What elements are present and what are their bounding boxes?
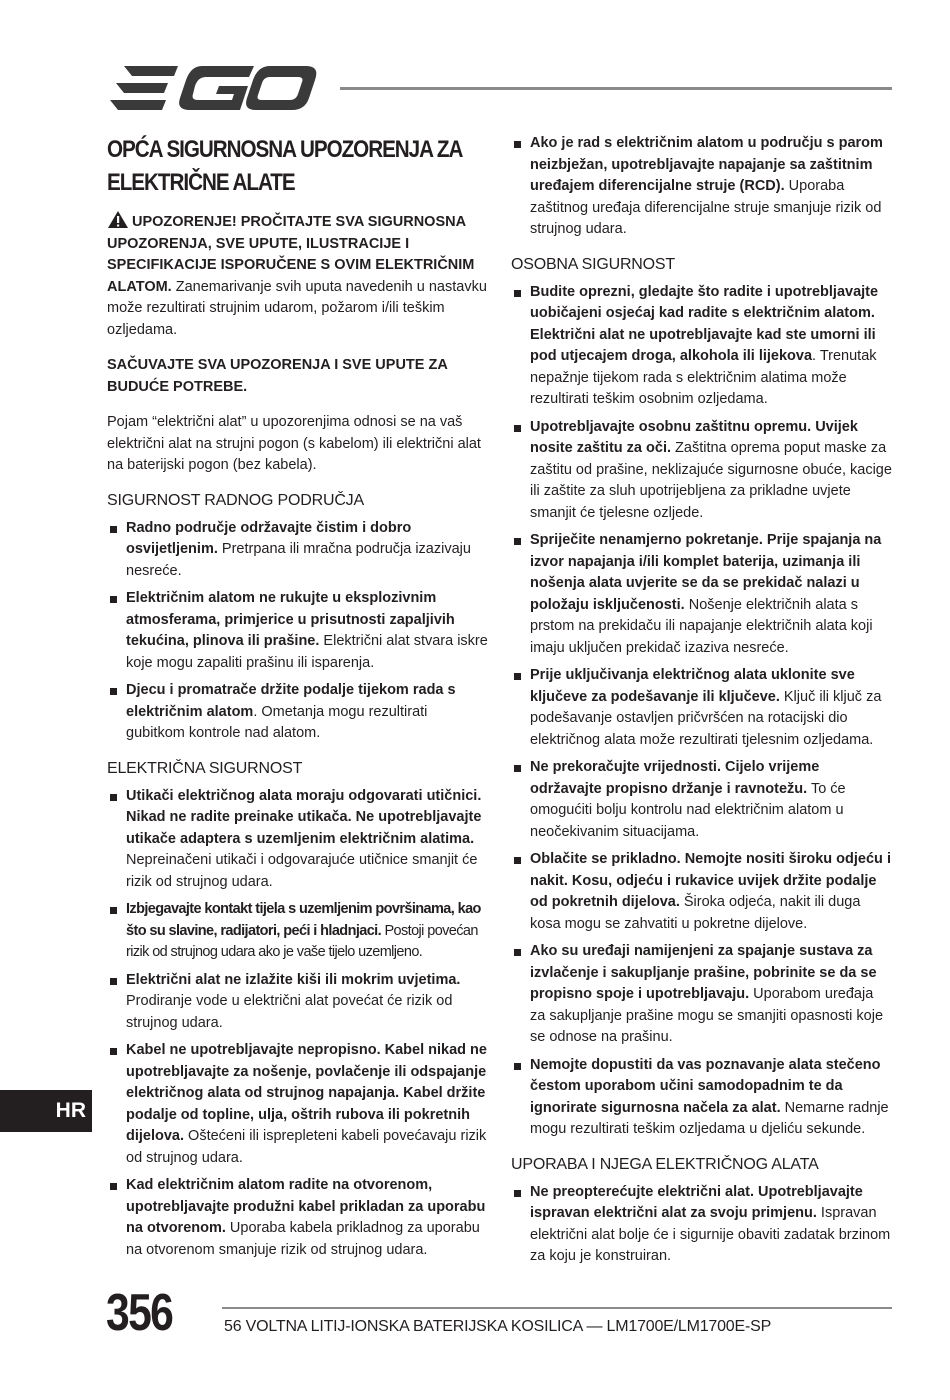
bullet-square-icon bbox=[110, 978, 117, 985]
list-item: Ako su uređaji namijenjeni za spajanje sustava za izvlačenje i sakupljanje prašine, pobrinite se da se propisno spoje i upotrebljavaju. Uporabom uređaja za sakupljanje prašine mogu se smanjiti opasnosti koje se odnose na prašinu. bbox=[511, 941, 892, 1049]
list-item: Nemojte dopustiti da vas poznavanje alata stečeno čestom uporabom učini samodopadnim te da ignorirate sigurnosna načela za alat. Nemarne radnje mogu rezultirati teškim ozljedama u djeliću sekunde. bbox=[511, 1055, 892, 1141]
list-item: Električni alat ne izlažite kiši ili mokrim uvjetima. Prodiranje vode u električni alat povećat će rizik od strujnog udara. bbox=[107, 970, 488, 1035]
list-item: Budite oprezni, gledajte što radite i upotrebljavajte uobičajeni osjećaj kad radite s električnim alatom. Električni alat ne upotrebljavajte kad ste umorni ili pod utjecajem droga, alkohola ili lijekova. Trenutak nepažnje tijekom rada s električnim alatima može rezultirati teškim osobnim ozljedama. bbox=[511, 282, 892, 411]
list-item: Utikači električnog alata moraju odgovarati utičnici. Nikad ne radite preinake utikača. Ne upotrebljavajte utikače adaptera s uzemljenim električnim alatima. Nepreinačeni utikači i odgovarajuće utičnice smanjit će rizik od strujnog udara. bbox=[107, 786, 488, 894]
list-item: Upotrebljavajte osobnu zaštitnu opremu. Uvijek nosite zaštitu za oči. Zaštitna oprema poput maske za zaštitu od prašine, neklizajuće sigurnosne obuće, kacige ili zaštite za sluh upotrijebljena za prikladne uvjete smanjit će tjelesne ozljede. bbox=[511, 417, 892, 525]
bullet-square-icon bbox=[514, 538, 521, 545]
list-item: Spriječite nenamjerno pokretanje. Prije spajanja na izvor napajanja i/ili komplet baterija, uzimanja ili nošenja alata uvjerite se da se prekidač nalazi u položaju isključenosti. Nošenje električnih alata s prstom na prekidaču ili napajanje električnih alata koji imaju uključen prekidač izaziva nesreće. bbox=[511, 530, 892, 659]
list-item: Kabel ne upotrebljavajte nepropisno. Kabel nikad ne upotrebljavajte za nošenje, povlačenje ili odspajanje električnog alata od strujnog napajanja. Kabel držite podalje od topline, ulja, oštrih rubova ili pokretnih dijelova. Oštećeni ili isprepleteni kabeli povećavaju rizik od strujnog udara. bbox=[107, 1040, 488, 1169]
bullet-square-icon bbox=[110, 596, 117, 603]
bullet-square-icon bbox=[110, 688, 117, 695]
bullet-square-icon bbox=[110, 1048, 117, 1055]
language-tab: HR bbox=[0, 1090, 92, 1132]
list-item: Ako je rad s električnim alatom u području s parom neizbježan, upotrebljavajte napajanje sa zaštitnim uređajem diferencijalne struje (RCD). Uporaba zaštitnog uređaja diferencijalne struje smanjuje rizik od strujnog udara. bbox=[511, 133, 892, 241]
list-item: Ne prekoračujte vrijednosti. Cijelo vrijeme održavajte propisno držanje i ravnotežu. To će omogućiti bolju kontrolu nad električnim alatom u neočekivanim situacijama. bbox=[511, 757, 892, 843]
list-item: Radno područje održavajte čistim i dobro osvijetljenim. Pretrpana ili mračna područja izazivaju nesreće. bbox=[107, 518, 488, 583]
bullet-square-icon bbox=[514, 949, 521, 956]
page-number: 356 bbox=[106, 1284, 173, 1342]
list-item: Ne preopterećujte električni alat. Upotrebljavajte ispravan električni alat za svoju primjenu. Ispravan električni alat bolje će i sigurnije obaviti zadatak brzinom za koju je konstruiran. bbox=[511, 1182, 892, 1268]
warning-paragraph bbox=[107, 210, 488, 341]
list-item: Električnim alatom ne rukujte u eksplozivnim atmosferama, primjerice u prisutnosti zapaljivih tekućina, plinova ili prašine. Električni alat stvara iskre koje mogu zapaliti prašinu ili isparenja. bbox=[107, 588, 488, 674]
list-item: Djecu i promatrače držite podalje tijekom rada s električnim alatom. Ometanja mogu rezultirati gubitkom kontrole nad alatom. bbox=[107, 680, 488, 745]
list-item: Izbjegavajte kontakt tijela s uzemljenim površinama, kao što su slavine, radijatori, peći i hladnjaci. Postoji povećan rizik od strujnog udara ako je vaše tijelo uzemljeno. bbox=[107, 899, 488, 964]
left-column bbox=[107, 133, 488, 1267]
list-item: Oblačite se prikladno. Nemojte nositi široku odjeću i nakit. Kosu, odjeću i rukavice uvijek držite podalje od pokretnih dijelova. Široka odjeća, nakit ili duga kosa mogu se zahvatiti u pokretne dijelove. bbox=[511, 849, 892, 935]
electrical-list-continued bbox=[511, 133, 892, 241]
bullet-square-icon bbox=[514, 425, 521, 432]
bullet-square-icon bbox=[514, 1063, 521, 1070]
right-column bbox=[511, 133, 892, 1274]
ego-logo bbox=[106, 64, 318, 114]
list-item: Prije uključivanja električnog alata uklonite sve ključeve za podešavanje ili ključeve. Ključ ili ključ za podešavanje ostavljen pričvršćen na rotacijski dio električnog alata može rezultirati tjelesnim ozljedama. bbox=[511, 665, 892, 751]
bullet-square-icon bbox=[110, 1183, 117, 1190]
page-title: OPĆA SIGURNOSNA UPOZORENJA ZA ELEKTRIČNE ALATE bbox=[107, 136, 462, 196]
bullet-square-icon bbox=[514, 141, 521, 148]
work-area-list bbox=[107, 518, 488, 745]
work-area-heading: SIGURNOST RADNOG PODRUČJA bbox=[107, 491, 364, 509]
warning-text: Zanemarivanje svih uputa navedenih u nastavku može rezultirati strujnim udarom, požarom i/ili teškim ozljedama. bbox=[107, 278, 487, 338]
electrical-list bbox=[107, 786, 488, 1262]
bullet-square-icon bbox=[110, 794, 117, 801]
bullet-square-icon bbox=[514, 765, 521, 772]
bullet-square-icon bbox=[110, 907, 117, 914]
use-care-list bbox=[511, 1182, 892, 1268]
bullet-square-icon bbox=[514, 1190, 521, 1197]
personal-list bbox=[511, 282, 892, 1141]
definition-paragraph: Pojam “električni alat” u upozorenjima odnosi se na vaš električni alat na strujni pogon (s kabelom) ili električni alat na baterijski pogon (bez kabela). bbox=[107, 414, 481, 473]
electrical-heading: ELEKTRIČNA SIGURNOST bbox=[107, 759, 303, 777]
use-care-heading: UPORABA I NJEGA ELEKTRIČNOG ALATA bbox=[511, 1155, 819, 1173]
personal-heading: OSOBNA SIGURNOST bbox=[511, 255, 675, 273]
save-notice: SAČUVAJTE SVA UPOZORENJA I SVE UPUTE ZA BUDUĆE POTREBE. bbox=[107, 357, 448, 395]
header-rule bbox=[340, 87, 892, 90]
bullet-square-icon bbox=[514, 673, 521, 680]
bullet-square-icon bbox=[514, 290, 521, 297]
footer-rule bbox=[222, 1307, 892, 1309]
bullet-square-icon bbox=[514, 857, 521, 864]
bullet-square-icon bbox=[110, 526, 117, 533]
warning-triangle-icon bbox=[107, 210, 129, 229]
list-item: Kad električnim alatom radite na otvorenom, upotrebljavajte produžni kabel prikladan za uporabu na otvorenom. Uporaba kabela prikladnog za uporabu na otvorenom smanjuje rizik od strujnog udara. bbox=[107, 1175, 488, 1261]
footer-title: 56 VOLTNA LITIJ-IONSKA BATERIJSKA KOSILICA — LM1700E/LM1700E-SP bbox=[224, 1318, 772, 1335]
warning-bold: UPOZORENJE! PROČITAJTE SVA SIGURNOSNA UPOZORENJA, SVE UPUTE, ILUSTRACIJE I SPECIFIKACIJE ISPORUČENE S OVIM ELEKTRIČNIM ALATOM. bbox=[107, 214, 475, 295]
